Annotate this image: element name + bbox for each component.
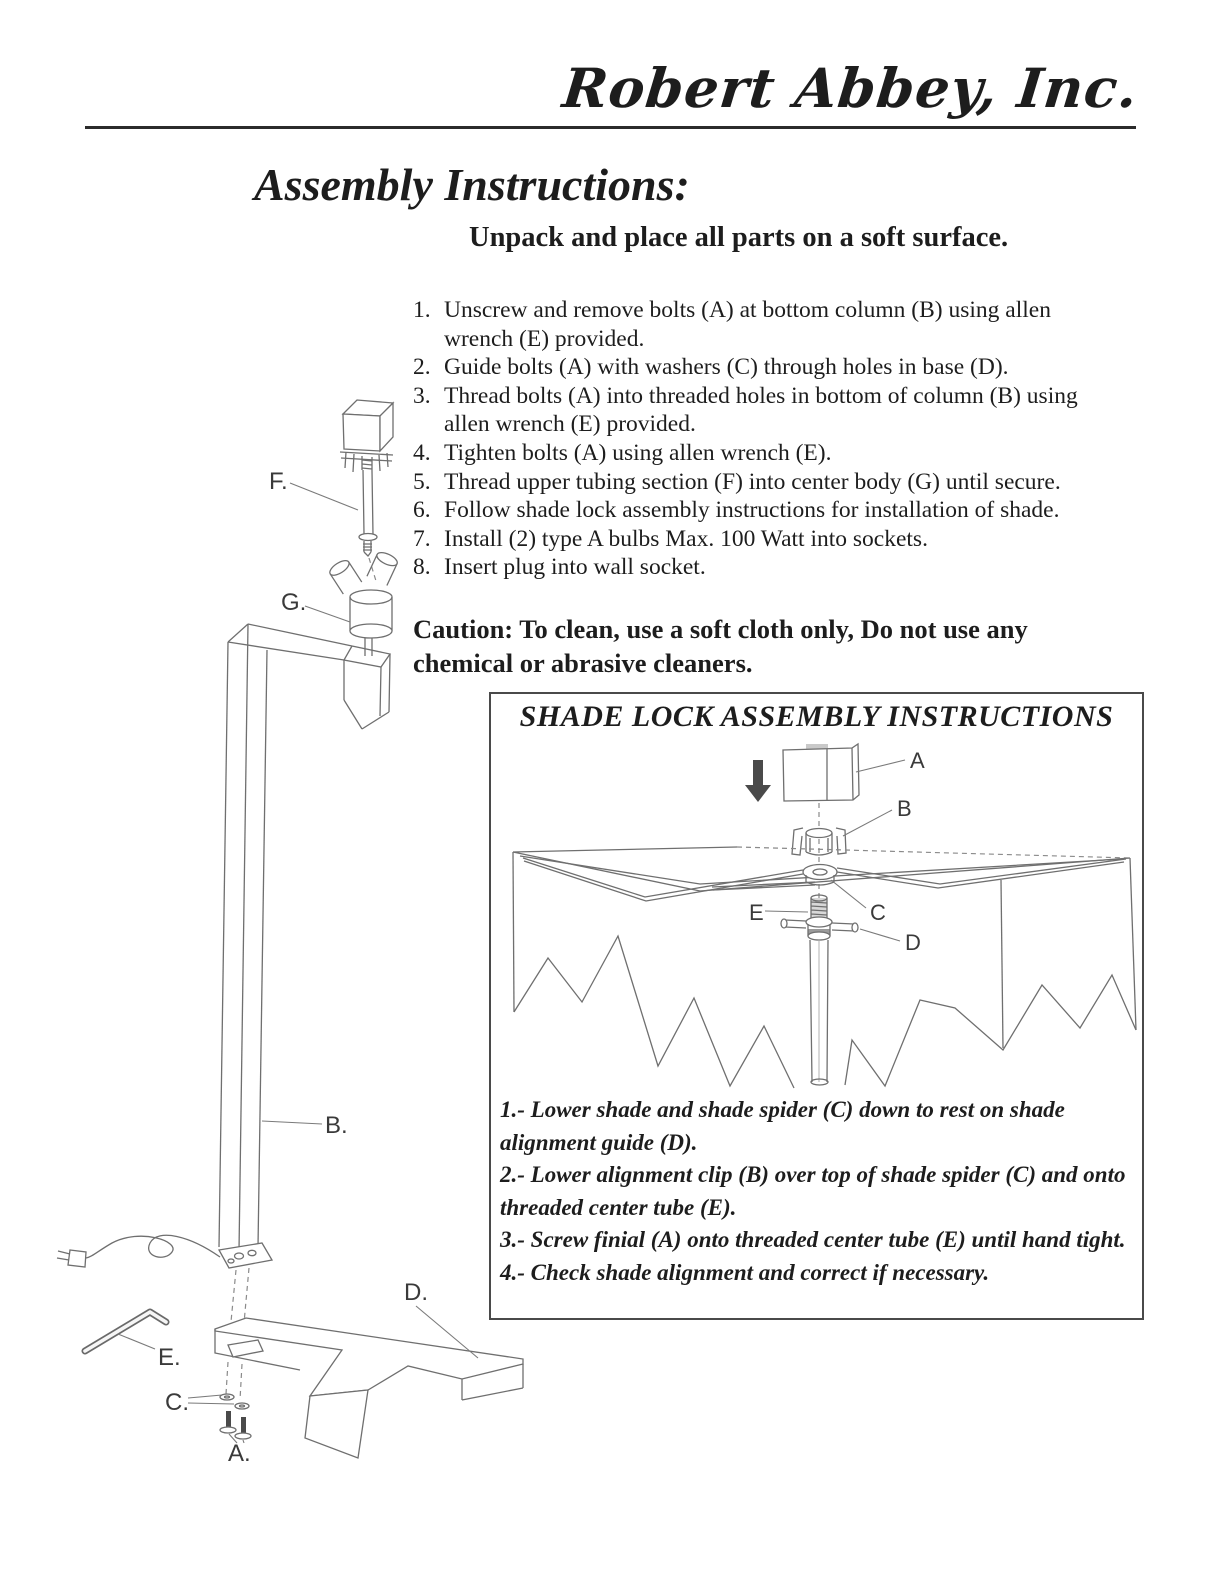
- allen-wrench-drawing: [85, 1312, 166, 1351]
- lamp-frame-drawing: [219, 624, 390, 1251]
- spider-leader-line: [831, 880, 866, 908]
- step-number: 5.: [413, 468, 431, 495]
- page-subtitle: Unpack and place all parts on a soft surface.: [469, 222, 1009, 253]
- guide-leader-line: [860, 929, 900, 941]
- center-tube-drawing: [811, 895, 827, 918]
- finial-drawing: [783, 744, 859, 801]
- label-center-body: G.: [281, 589, 307, 616]
- shade-lock-title: SHADE LOCK ASSEMBLY INSTRUCTIONS: [519, 700, 1114, 733]
- step-number: 6.: [413, 497, 431, 524]
- step-number: 2.-: [500, 1162, 525, 1187]
- step-number: 4.-: [500, 1259, 525, 1285]
- lampshade-drawing: [513, 847, 1136, 1088]
- label-column: B.: [325, 1112, 348, 1139]
- washers-drawing: [220, 1394, 249, 1409]
- header-divider: [85, 126, 1136, 129]
- shade-lock-diagram: [491, 730, 1142, 1095]
- step-text: Screw finial (A) onto threaded center tube (E) until hand tight.: [530, 1227, 1126, 1252]
- step-text: Unscrew and remove bolts (A) at bottom column (B) using allen wrench (E) provided.: [444, 297, 1051, 352]
- bolts-drawing: [220, 1411, 251, 1439]
- floor-lamp-exploded-diagram: [40, 392, 545, 1507]
- center-body-drawing: [328, 550, 400, 656]
- assembly-step: [413, 353, 1091, 382]
- step-number: 1.-: [500, 1097, 525, 1122]
- label-alignment-clip: B: [897, 796, 912, 821]
- label-center-tube: E: [749, 900, 764, 925]
- step-number: 4.: [413, 439, 431, 466]
- step-number: 8.: [413, 554, 431, 581]
- step-number: 7.: [413, 525, 431, 552]
- alignment-guide-drawing: [781, 917, 858, 1085]
- step-number: 3.-: [500, 1227, 525, 1252]
- assembly-step: [413, 296, 1091, 353]
- label-bolts: A.: [228, 1440, 251, 1467]
- power-cord-drawing: [57, 1235, 220, 1267]
- label-upper-tube: F.: [269, 468, 288, 495]
- shade-lock-step: [500, 1159, 1134, 1224]
- brand-logo: Robert Abbey, Inc.: [559, 56, 1142, 120]
- label-shade-spider: C: [870, 900, 886, 925]
- label-allen-wrench: E.: [158, 1344, 181, 1371]
- step-text: Tighten bolts (A) using allen wrench (E).: [444, 439, 832, 466]
- base-drawing: [215, 1318, 523, 1458]
- step-text: Lower alignment clip (B) over top of shade spider (C) and onto threaded center tube (E).: [500, 1162, 1126, 1220]
- step-text: Thread upper tubing section (F) into center body (G) until secure.: [444, 468, 1061, 495]
- step-number: 2.: [413, 354, 431, 381]
- step-number: 3.: [413, 382, 431, 409]
- label-finial: A: [910, 748, 925, 773]
- label-base: D.: [404, 1279, 428, 1306]
- shade-lock-step: [500, 1224, 1134, 1257]
- step-text: Install (2) type A bulbs Max. 100 Watt into sockets.: [444, 525, 928, 552]
- step-text: Insert plug into wall socket.: [444, 554, 706, 581]
- shade-lock-steps-list: [500, 1094, 1134, 1289]
- bottom-plate-drawing: [219, 1243, 272, 1268]
- step-text: Lower shade and shade spider (C) down to rest on shade alignment guide (D).: [500, 1097, 1065, 1155]
- label-alignment-guide: D: [905, 930, 921, 955]
- finial-leader-line: [856, 760, 905, 772]
- page-title: Assembly Instructions:: [254, 159, 690, 210]
- step-text: Check shade alignment and correct if necessary.: [530, 1259, 990, 1285]
- label-washers: C.: [165, 1389, 189, 1416]
- shade-lock-step: [500, 1257, 1134, 1290]
- step-text: Guide bolts (A) with washers (C) through holes in base (D).: [444, 354, 1009, 381]
- step-text: Thread bolts (A) into threaded holes in bottom of column (B) using allen wrench (E) provided.: [444, 382, 1078, 438]
- lamp-part-labels: [118, 468, 478, 1467]
- down-arrow-icon: [745, 760, 771, 802]
- shade-lock-step: [500, 1094, 1134, 1159]
- step-number: 1.: [413, 297, 431, 323]
- caution-note: Caution: To clean, use a soft cloth only, Do not use any chemical or abrasive cleaners.: [413, 614, 1028, 678]
- clip-leader-line: [843, 810, 892, 836]
- step-text: Follow shade lock assembly instructions for installation of shade.: [444, 497, 1060, 524]
- tube-leader-line: [765, 911, 808, 912]
